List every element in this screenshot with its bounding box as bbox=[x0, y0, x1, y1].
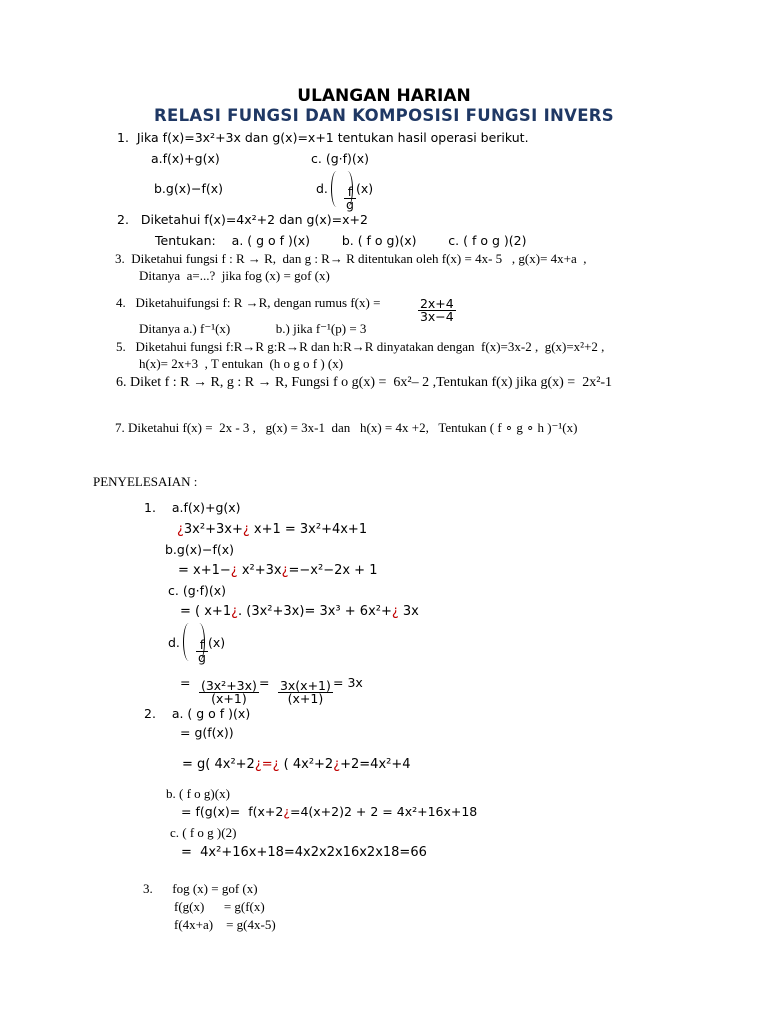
solution-1c-label: c. (g·f)(x) bbox=[168, 583, 227, 598]
solution-1a-work: ¿3x²+3x+¿ x+1 = 3x²+4x+1 bbox=[177, 522, 368, 537]
question-5-ask: h(x)= 2x+3 , T entukan (h o g o f ) (x) bbox=[139, 356, 344, 371]
solution-1c-work: = ( x+1¿. (3x²+3x)= 3x³ + 6x²+¿ 3x bbox=[180, 604, 419, 619]
solution-3-step1: f(g(x) = g(f(x) bbox=[174, 899, 265, 914]
solution-1b-work: = x+1−¿ x²+3x¿=−x²−2x + 1 bbox=[178, 563, 378, 578]
question-1a: a.f(x)+g(x) bbox=[151, 151, 220, 166]
solution-1b-label: b.g(x)−f(x) bbox=[165, 542, 235, 557]
solution-3-step2: f(4x+a) = g(4x-5) bbox=[174, 917, 276, 932]
solution-2c-label: c. ( f o g )(2) bbox=[170, 825, 237, 840]
question-4-ask: Ditanya a.) f⁻¹(x) b.) jika f⁻¹(p) = 3 bbox=[139, 321, 367, 336]
solution-1d-eq1: = bbox=[180, 675, 191, 690]
solution-1a-label: 1. a.f(x)+g(x) bbox=[144, 500, 241, 515]
solution-2a-step2: = g( 4x²+2¿=¿ ( 4x²+2¿+2=4x²+4 bbox=[182, 757, 411, 772]
solution-2b-label: b. ( f o g)(x) bbox=[166, 786, 230, 801]
question-1d-label: d. bbox=[316, 181, 328, 196]
solution-1d-arg: (x) bbox=[208, 635, 226, 650]
question-7: 7. Diketahui f(x) = 2x - 3 , g(x) = 3x-1 dan h(x) = 4x +2, Tentukan ( f ∘ g ∘ h )⁻¹(x) bbox=[115, 420, 578, 435]
solution-2a-label: 2. a. ( g o f )(x) bbox=[144, 706, 251, 721]
solution-heading: PENYELESAIAN : bbox=[93, 474, 198, 489]
question-4: 4. Diketahuifungsi f: R →R, dengan rumus f(x) = bbox=[116, 295, 381, 310]
solution-1d-frac1: $\frac{\text{(3x²+3x)}}{(x+1)}$ bbox=[200, 677, 257, 706]
solution-2a-step1: = g(f(x)) bbox=[180, 725, 234, 740]
solution-1d-frac2: $\frac{3x(x+1)}{(x+1)}$ bbox=[279, 677, 331, 706]
solution-2c-work: = 4x²+16x+18=4x2x2x16x2x18=66 bbox=[181, 845, 427, 860]
page-title: ULANGAN HARIAN bbox=[297, 86, 471, 106]
question-4-fraction: $\frac{2x+4}{3x-4}$ bbox=[419, 295, 454, 324]
question-2: 2. Diketahui f(x)=4x²+2 dan g(x)=x+2 bbox=[117, 212, 368, 227]
solution-1d-label: d. bbox=[168, 635, 180, 650]
question-3: 3. Diketahui fungsi f : R → R, dan g : R→ R ditentukan oleh f(x) = 4x- 5 , g(x)= 4x+a , bbox=[115, 251, 587, 266]
question-1b: b.g(x)−f(x) bbox=[154, 181, 224, 196]
question-6: 6. Diket f : R → R, g : R → R, Fungsi f o g(x) = 6x²– 2 ,Tentukan f(x) jika g(x) = 2x²-1 bbox=[116, 375, 613, 390]
solution-2b-work: = f(g(x)= f(x+2¿=4(x+2)2 + 2 = 4x²+16x+18 bbox=[181, 804, 478, 819]
question-3-ask: Ditanya a=...? jika fog (x) = gof (x) bbox=[139, 268, 330, 283]
solution-1d-eq2: = bbox=[259, 675, 270, 690]
question-2-tasks: Tentukan: a. ( g o f )(x) b. ( f o g)(x) c. ( f o g )(2) bbox=[155, 233, 527, 248]
question-1d-arg: (x) bbox=[356, 181, 374, 196]
question-1: 1. Jika f(x)=3x²+3x dan g(x)=x+1 tentukan hasil operasi berikut. bbox=[117, 130, 529, 145]
solution-3-label: 3. fog (x) = gof (x) bbox=[143, 881, 258, 896]
question-1d-fraction: $\frac{f}{g}$ bbox=[345, 183, 354, 212]
solution-1d-result: = 3x bbox=[333, 675, 363, 690]
solution-1d-fraction: $\frac{f}{g}$ bbox=[197, 636, 206, 665]
question-5: 5. Diketahui fungsi f:R→R g:R→R dan h:R→R dinyatakan dengan f(x)=3x-2 , g(x)=x²+2 , bbox=[116, 339, 605, 354]
page-subtitle: RELASI FUNGSI DAN KOMPOSISI FUNGSI INVERS bbox=[154, 106, 614, 125]
question-1c: c. (g·f)(x) bbox=[311, 151, 370, 166]
